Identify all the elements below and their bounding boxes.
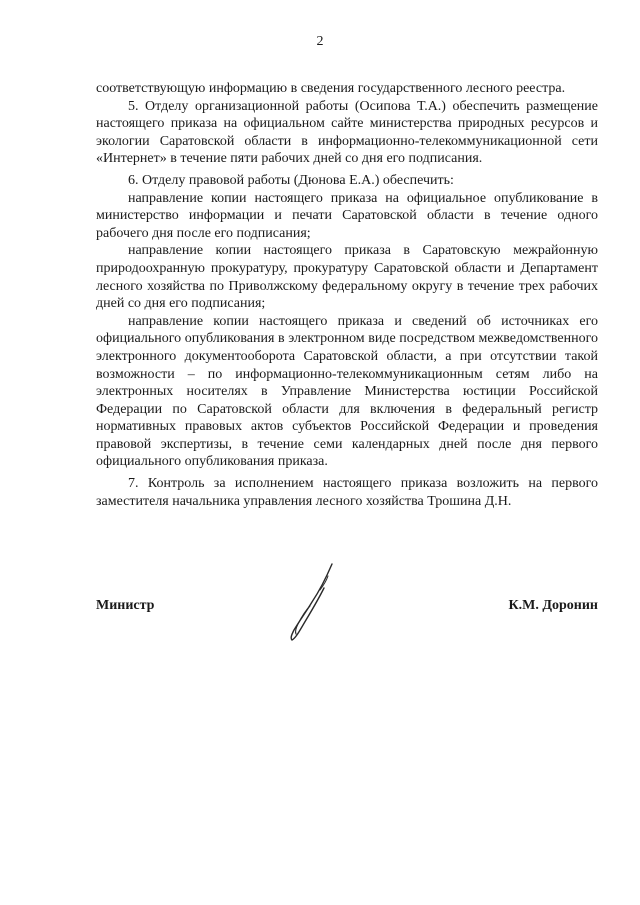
page-number: 2 (316, 34, 324, 49)
signature-block (96, 598, 598, 622)
paragraph-item-6: 6. Отделу правовой работы (Дюнова Е.А.) обеспечить: (128, 172, 454, 188)
signatory-name: К.М. Доронин (508, 598, 598, 613)
paragraph-item-6-sub-1: направление копии настоящего приказа на официальное опубликование в министерство информации и печати Саратовской области в течение одного рабочего дня после его подписания; (96, 190, 598, 241)
paragraph-item-6-sub-2: направление копии настоящего приказа в Саратовскую межрайонную природоохранную прокуратуру, прокуратуру Саратовской области и Департамент лесного хозяйства по Приволжскому федеральному округу в течение трех рабочих дней со дня его подписания; (96, 243, 598, 312)
paragraph-continuation: соответствующую информацию в сведения государственного лесного реестра. (96, 81, 566, 96)
paragraph-item-6-sub-3: направление копии настоящего приказа и сведений об источниках его официального опубликования в электронном виде посредством межведомственного электронного документооборота Саратовской области, а при отсутствии такой возможности – по информационно-телекоммуникационным сетям либо на электронных носителях в Управление Министерства юстиции Российской Федерации по Саратовской области для включения в федеральный регистр нормативных правовых актов субъектов Российской Федерации и проведения правовой экспертизы, в течение семи календарных дней после дня первого официального опубликования приказа. (96, 313, 598, 470)
paragraph-item-5: 5. Отделу организационной работы (Осипова Т.А.) обеспечить размещение настоящего приказа на официальном сайте министерства природных ресурсов и экологии Саратовской области в информационно-телекоммуникационной сети «Интернет» в течение пяти рабочих дней со дня его подписания. (96, 98, 598, 167)
document-body (96, 80, 598, 510)
signatory-title: Министр (96, 598, 155, 613)
paragraph-item-7: 7. Контроль за исполнением настоящего приказа возложить на первого заместителя начальника управления лесного хозяйства Трошина Д.Н. (96, 476, 598, 509)
